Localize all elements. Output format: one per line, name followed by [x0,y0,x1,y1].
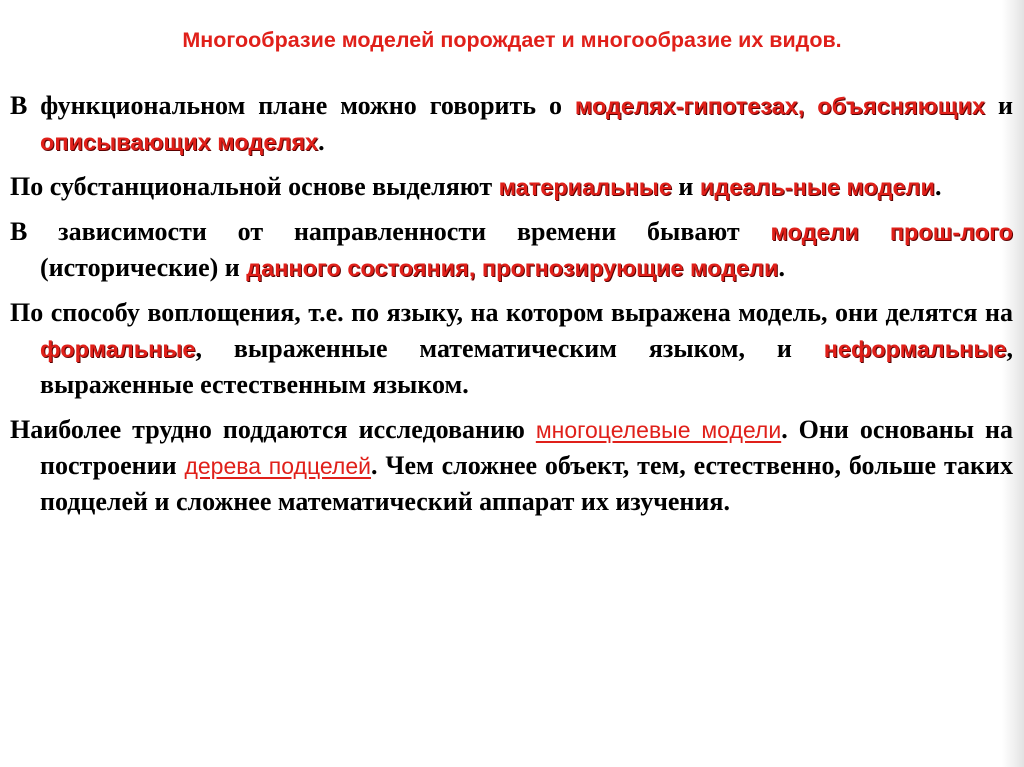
paragraph-text: . [934,172,942,201]
paragraph-text: В зависимости от направленности времени бывают [10,217,771,246]
highlight-term: данного состояния, прогнозирующие модели [246,255,779,281]
highlight-term: формальные [40,336,196,362]
highlight-term: модели прош-лого [770,219,1013,245]
highlight-term: идеаль-ные модели [699,174,935,200]
paragraph-text: , выраженные математическим языком, и [195,334,824,363]
paragraph-text: и [671,172,700,201]
paragraph-text: . [318,127,325,156]
underlined-term: многоцелевые модели [535,417,782,443]
highlight-term: моделях-гипотезах, [574,93,805,119]
paragraph-text: . [778,253,785,282]
paragraph-text: В функциональном плане можно говорить о [10,91,575,120]
paragraph-text: По способу воплощения, т.е. по языку, на котором выражена модель, они делятся на [10,298,1013,327]
paragraph-text: . Чем сложнее объект, тем, естественно, больше таких подцелей и сложнее математический аппарат их изучения. [40,451,1013,516]
highlight-term: объясняющих [817,93,986,119]
paragraph-multipurpose [10,412,1013,520]
slide-title: Многообразие моделей порождает и многообразие их видов. [182,28,842,52]
paragraph-functional [10,88,1013,160]
underlined-term: дерева подцелей [184,453,371,479]
paragraph-text: и [985,91,1014,120]
highlight-term: неформальные [823,336,1007,362]
paragraph-text: . Они основаны на построении [40,415,1013,480]
paragraph-text: По субстанциональной основе выделяют [10,172,499,201]
paragraph-text: , выраженные естественным языком. [40,334,1013,399]
paragraph-time [10,214,1013,286]
paragraph-text: Наиболее трудно поддаются исследованию [10,415,536,444]
paragraph-embodiment [10,295,1013,403]
highlight-term: описывающих моделях [40,129,319,155]
paragraph-substantial [10,169,1013,205]
paragraph-text: (исторические) и [40,253,247,282]
highlight-term: материальные [498,174,672,200]
slide-body [10,88,1013,529]
